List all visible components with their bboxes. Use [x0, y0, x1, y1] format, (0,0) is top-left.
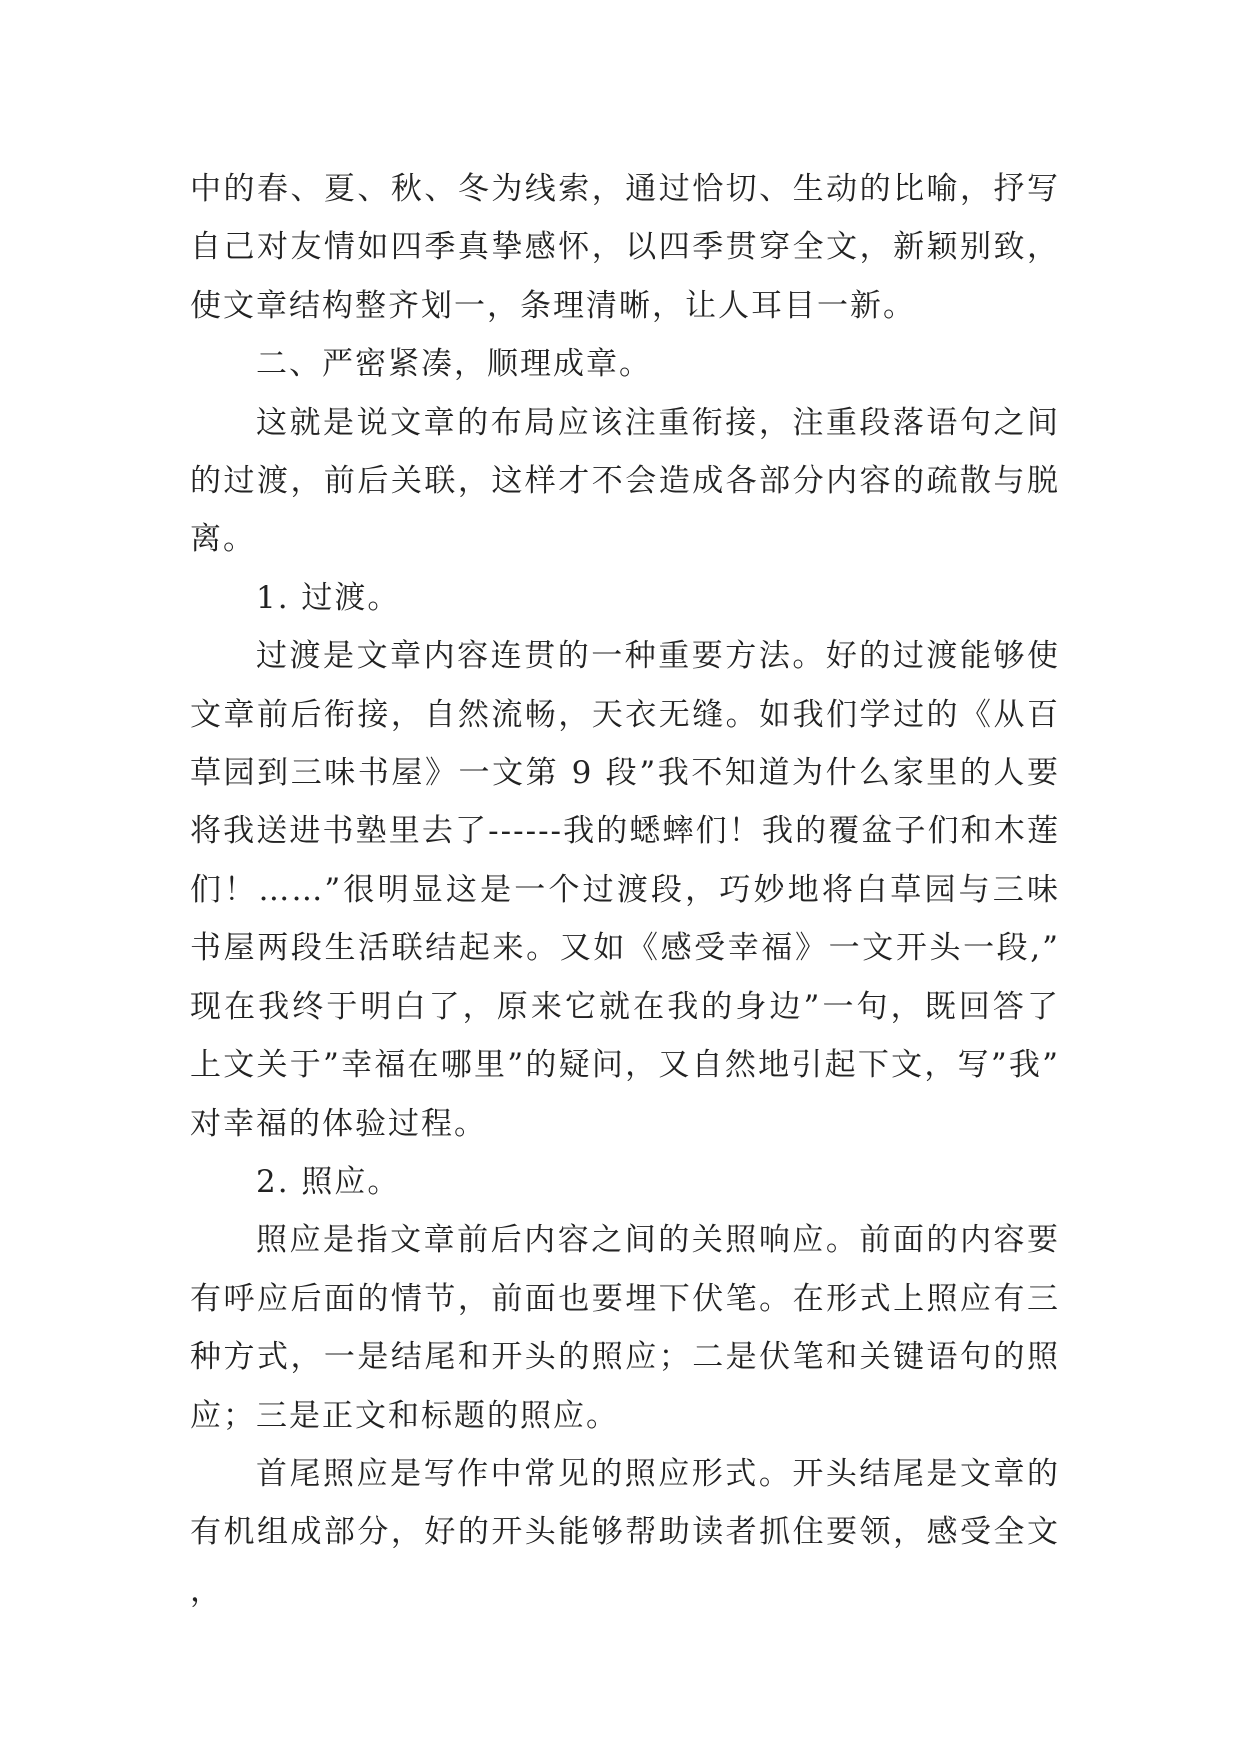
- document-body: [190, 160, 1060, 1620]
- section-heading-structure: 二、严密紧凑，顺理成章。: [256, 346, 652, 383]
- paragraph-head-tail-echo: 首尾照应是写作中常见的照应形式。开头结尾是文章的有机组成部分，好的开头能够帮助读者抓住要领，感受全文，: [190, 1455, 1060, 1609]
- paragraph-four-seasons: 中的春、夏、秋、冬为线索，通过恰切、生动的比喻，抒写自己对友情如四季真挚感怀，以四季贯穿全文，新颖别致，使文章结构整齐划一，条理清晰，让人耳目一新。: [190, 171, 1060, 324]
- subheading-transition: 1. 过渡。: [256, 579, 401, 616]
- paragraph-echo: 照应是指文章前后内容之间的关照响应。前面的内容要有呼应后面的情节，前面也要埋下伏笔。在形式上照应有三种方式，一是结尾和开头的照应；二是伏笔和关键语句的照应；三是正文和标题的照应。: [190, 1222, 1060, 1434]
- paragraph-layout-cohesion: 这就是说文章的布局应该注重衔接，注重段落语句之间的过渡，前后关联，这样才不会造成各部分内容的疏散与脱离。: [190, 404, 1060, 558]
- subheading-echo: 2. 照应。: [256, 1163, 401, 1200]
- paragraph-transition: 过渡是文章内容连贯的一种重要方法。好的过渡能够使文章前后衔接，自然流畅，天衣无缝。如我们学过的《从百草园到三味书屋》一文第 9 段”我不知道为什么家里的人要将我送进书塾里去了------我的蟋蟀们！我的覆盆子们和木莲们！……”很明显这是一个过渡段，巧妙地将白草园与三味书屋两段生活联结起来。又如《感受幸福》一文开头一段,”现在我终于明白了，原来它就在我的身边”一句，既回答了上文关于”幸福在哪里”的疑问，又自然地引起下文，写”我”对幸福的体验过程。: [190, 638, 1060, 1142]
